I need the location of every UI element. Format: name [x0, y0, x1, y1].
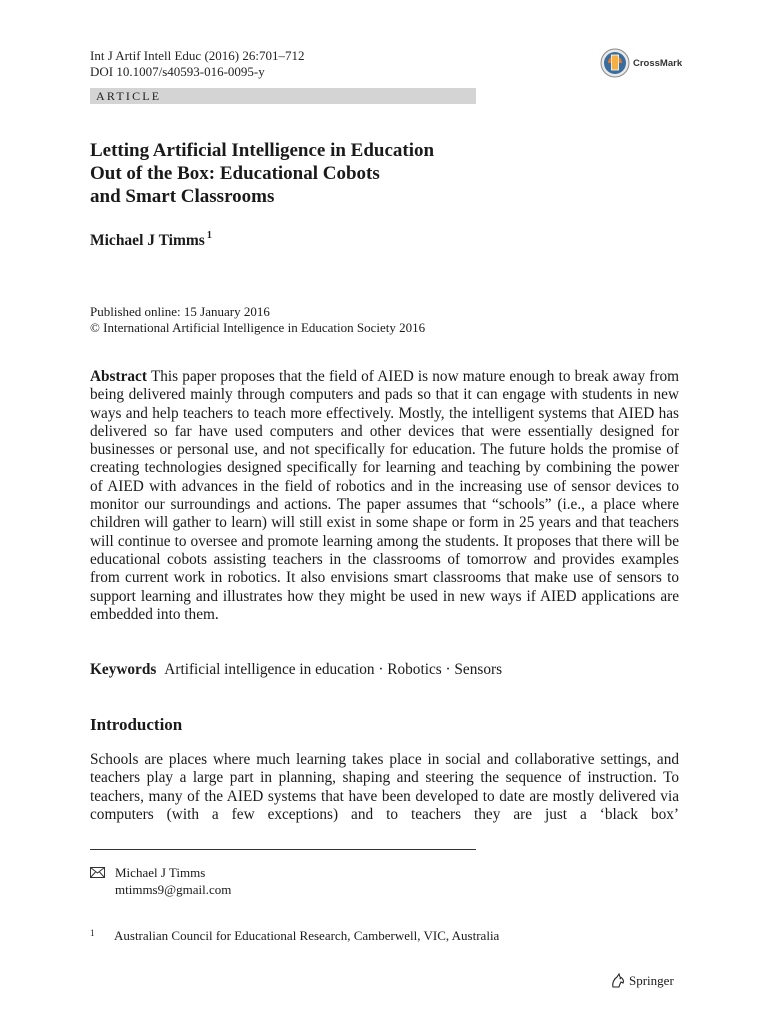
journal-header: [90, 48, 304, 80]
title-line: and Smart Classrooms: [90, 186, 275, 207]
keywords-text: Artificial intelligence in education · Robotics · Sensors: [164, 661, 503, 678]
copyright-notice: © International Artificial Intelligence in Education Society 2016: [90, 320, 426, 335]
section-heading-introduction: Introduction: [90, 715, 183, 734]
affiliation-text: Australian Council for Educational Research, Camberwell, VIC, Australia: [114, 928, 500, 943]
author-name[interactable]: Michael J Timms: [90, 232, 205, 249]
abstract-label: Abstract: [90, 368, 147, 385]
introduction-text: Schools are places where much learning takes place in social and collaborative settings, and teachers play a large part in planning, shaping and steering the sequence of instruction. To teachers, many of the AIED systems that have been developed to date are mostly delivered via computers (with a few exceptions) and to teachers they are just a ‘black box’: [90, 751, 679, 823]
corresponding-email[interactable]: mtimms9@gmail.com: [115, 882, 232, 897]
publication-info: [90, 304, 425, 336]
doi[interactable]: DOI 10.1007/s40593-016-0095-y: [90, 64, 265, 79]
journal-citation: Int J Artif Intell Educ (2016) 26:701–712: [90, 48, 305, 63]
envelope-icon: [90, 867, 105, 878]
title-line: Out of the Box: Educational Cobots: [90, 163, 380, 184]
footnote-divider: [90, 849, 476, 850]
paper-title: [90, 139, 570, 208]
author-affiliation-mark[interactable]: 1: [206, 230, 212, 241]
publisher-name: Springer: [629, 973, 674, 988]
affiliation-footnote: [90, 928, 499, 944]
keywords-label: Keywords: [90, 661, 157, 678]
corresponding-author: [90, 864, 231, 898]
abstract-text: This paper proposes that the field of AIED is now mature enough to break away from being delivered mainly through computers and pads so that it can engage with students in new ways and help teachers to teach more effectively. Mostly, the intelligent systems that AIED has delivered so far have used computers and other devices that were essentially designed for businesses or personal use, and not specifically for education. The future holds the promise of creating technologies designed specifically for learning and teaching by combining the power of AIED with advances in the field of robotics and in the increasing use of sensor devices to monitor our surroundings and actions. The paper assumes that “schools” (i.e., a place where children will gather to learn) will still exist in some shape or form in 25 years and that teachers will continue to oversee and promote learning among the students. It proposes that there will be educational cobots assisting teachers in the classrooms of tomorrow and provides examples from current work in robotics. It also envisions smart classrooms that make use of sensors to support learning and illustrates how they might be used in new ways if AIED applications are embedded into them.: [90, 368, 679, 623]
abstract: [90, 368, 679, 624]
crossmark-label: CrossMark: [633, 57, 683, 69]
corresponding-name: Michael J Timms: [115, 865, 206, 880]
title-line: Letting Artificial Intelligence in Education: [90, 140, 435, 161]
article-type-label: ARTICLE: [96, 89, 162, 103]
crossmark-icon: [600, 48, 630, 78]
published-online: Published online: 15 January 2016: [90, 304, 270, 319]
crossmark-badge[interactable]: [600, 48, 682, 78]
author-line: [90, 230, 212, 250]
springer-horse-icon: [610, 973, 626, 989]
affiliation-number: 1: [90, 928, 95, 938]
publisher-logo: [610, 973, 674, 989]
keywords: [90, 661, 502, 679]
